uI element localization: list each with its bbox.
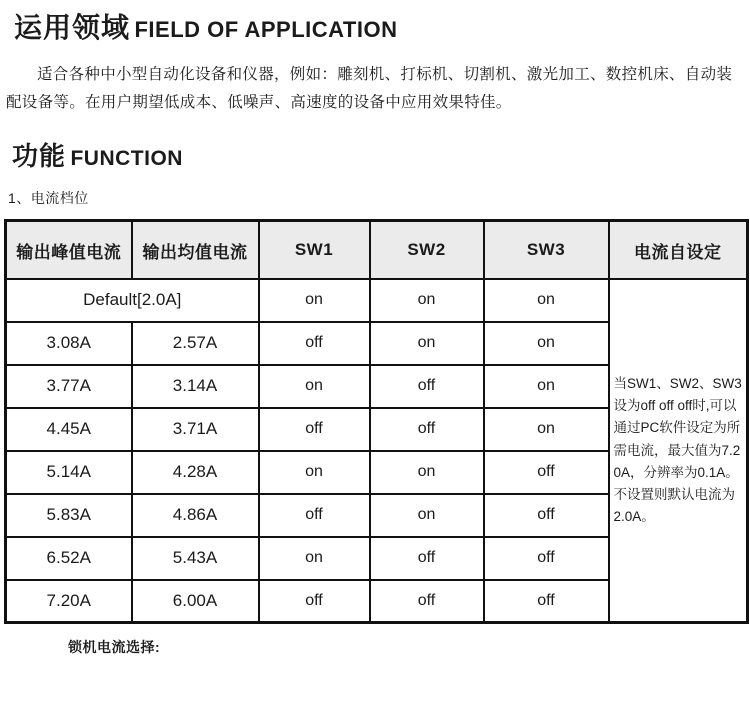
peak-current-cell: 5.83A [6,494,132,537]
sw1-cell: on [259,279,370,322]
sw3-cell: on [484,408,609,451]
sw1-cell: on [259,365,370,408]
function-title-zh: 功能 [12,140,67,171]
sw1-cell: on [259,451,370,494]
sw2-cell: off [370,580,484,623]
sw1-cell: off [259,408,370,451]
peak-current-cell: 5.14A [6,451,132,494]
peak-current-cell: 7.20A [6,580,132,623]
lock-current-label: 锁机电流选择: [68,639,161,656]
header-peak-current: 输出峰值电流 [6,221,132,279]
manual-page [0,12,750,708]
table-header-row [6,221,748,279]
avg-current-cell: 5.43A [132,537,259,580]
application-title-en: FIELD OF APPLICATION [134,17,398,42]
sw1-cell: off [259,494,370,537]
sw2-cell: off [370,365,484,408]
avg-current-cell: 6.00A [132,580,259,623]
sw3-cell: on [484,279,609,322]
function-title-en: FUNCTION [70,146,183,170]
sw2-cell: on [370,494,484,537]
sw3-cell: on [484,322,609,365]
sw1-cell: on [259,537,370,580]
sw1-cell: off [259,580,370,623]
avg-current-cell: 4.86A [132,494,259,537]
avg-current-cell: 3.71A [132,408,259,451]
avg-current-cell: 3.14A [132,365,259,408]
sw3-cell: on [484,365,609,408]
section-heading-function [12,142,750,172]
sw3-cell: off [484,451,609,494]
peak-current-cell: 3.77A [6,365,132,408]
sw1-cell: off [259,322,370,365]
current-setting-table [4,219,749,624]
avg-current-cell: 4.28A [132,451,259,494]
sw2-cell: off [370,408,484,451]
sw2-cell: on [370,451,484,494]
header-sw3: SW3 [484,221,609,279]
sw2-cell: on [370,279,484,322]
header-sw1: SW1 [259,221,370,279]
peak-current-cell: 4.45A [6,408,132,451]
current-gear-label: 1、电流档位 [8,190,89,207]
section-heading-application [14,12,750,44]
table-row-default [6,279,748,322]
sw3-cell: off [484,537,609,580]
peak-current-cell: 6.52A [6,537,132,580]
sw2-cell: off [370,537,484,580]
sw3-cell: off [484,580,609,623]
sw2-cell: on [370,322,484,365]
application-paragraph: 适合各种中小型自动化设备和仪器，例如：雕刻机、打标机、切割机、激光加工、数控机床、自动装配设备等。在用户期望低成本、低噪声、高速度的设备中应用效果特佳。 [6,66,733,112]
peak-current-cell: 3.08A [6,322,132,365]
header-avg-current: 输出均值电流 [132,221,259,279]
custom-current-note: 当SW1、SW2、SW3设为off off off时,可以通过PC软件设定为所需电流，最大值为7.20A，分辨率为0.1A。不设置则默认电流为2.0A。 [609,279,748,623]
header-custom-current: 电流自设定 [609,221,748,279]
default-current-cell: Default[2.0A] [6,279,259,322]
avg-current-cell: 2.57A [132,322,259,365]
sw3-cell: off [484,494,609,537]
header-sw2: SW2 [370,221,484,279]
application-title-zh: 运用领域 [14,12,131,43]
